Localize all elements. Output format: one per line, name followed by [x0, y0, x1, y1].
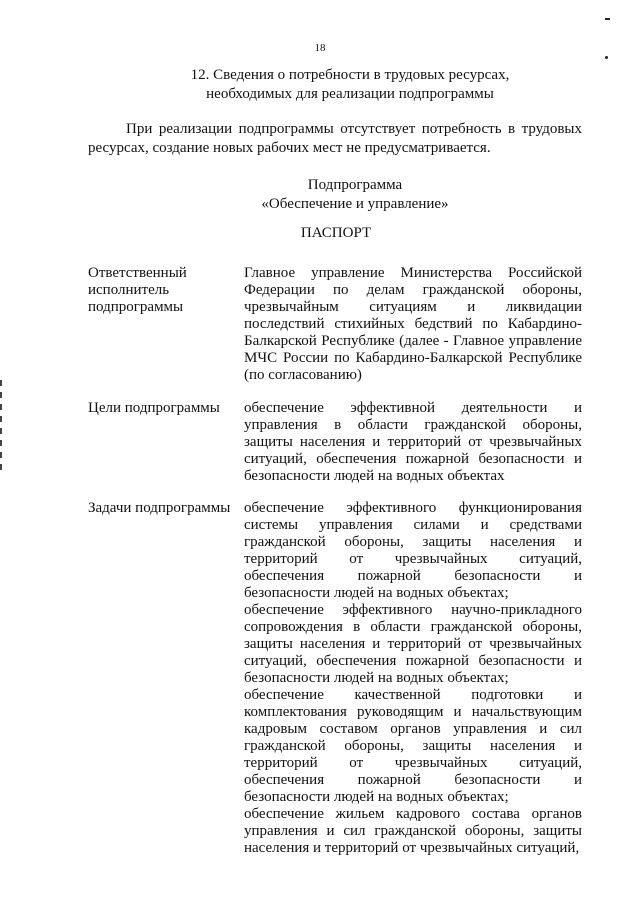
section-heading — [150, 66, 550, 104]
section-heading-line-2: необходимых для реализации подпрограммы — [206, 86, 494, 102]
row-paragraph: Главное управление Министерства Российской Федерации по делам гражданской обороны, чрезвычайным ситуациям и ликвидации последствий стихийных бедствий по Кабардино-Балкарской Республике (далее - Главное управление МЧС России по Кабардино-Балкарской Республике (по согласованию) — [244, 265, 582, 383]
subprogram-heading-line-1: Подпрограмма — [307, 177, 403, 193]
row-paragraph: обеспечение эффективного научно-прикладного сопровождения в области гражданской обороны, защиты населения и территорий от чрезвычайных ситуаций, обеспечения пожарной безопасности и безопасности людей на водных объектах; — [244, 602, 582, 686]
row-value-goals — [244, 400, 582, 485]
row-paragraph: обеспечение жильем кадрового состава органов управления и сил гражданской обороны, защиты населения и территорий от чрезвычайных ситуаций, — [244, 806, 582, 856]
scan-edge-artifact — [0, 380, 2, 470]
intro-paragraph: При реализации подпрограммы отсутствует потребность в трудовых ресурсах, создание новых рабочих мест не предусматривается. — [88, 121, 582, 156]
row-paragraph: обеспечение эффективной деятельности и управления в области гражданской обороны, защиты населения и территорий от чрезвычайных ситуаций, обеспечения пожарной безопасности и безопасности людей на водных объектах — [244, 400, 582, 484]
row-label-goals: Цели подпрограммы — [88, 400, 220, 416]
scan-dot — [605, 56, 608, 59]
scan-mark — [605, 18, 610, 20]
row-paragraph: обеспечение эффективного функционирования системы управления силами и средствами гражданской обороны, защиты населения и территорий от чрезвычайных ситуаций, обеспечения пожарной безопасности и безопасности людей на водных объектах; — [244, 500, 582, 601]
subprogram-heading-line-2: «Обеспечение и управление» — [261, 196, 449, 212]
row-label-tasks: Задачи подпрограммы — [88, 500, 231, 516]
section-heading-line-1: 12. Сведения о потребности в трудовых ресурсах, — [190, 67, 510, 83]
row-label-responsible: Ответственный исполнитель подпрограммы — [88, 265, 187, 315]
row-paragraph: обеспечение качественной подготовки и комплектования руководящим и начальствующим кадровым составом органов управления и сил гражданской обороны, защиты населения и территорий от чрезвычайных ситуаций, обеспечения пожарной безопасности и безопасности людей на водных объектах; — [244, 687, 582, 805]
passport-title: ПАСПОРТ — [300, 225, 372, 241]
row-value-tasks — [244, 500, 582, 857]
row-value-responsible — [244, 265, 582, 384]
subprogram-heading — [150, 176, 560, 214]
page-number: 18 — [314, 42, 326, 54]
